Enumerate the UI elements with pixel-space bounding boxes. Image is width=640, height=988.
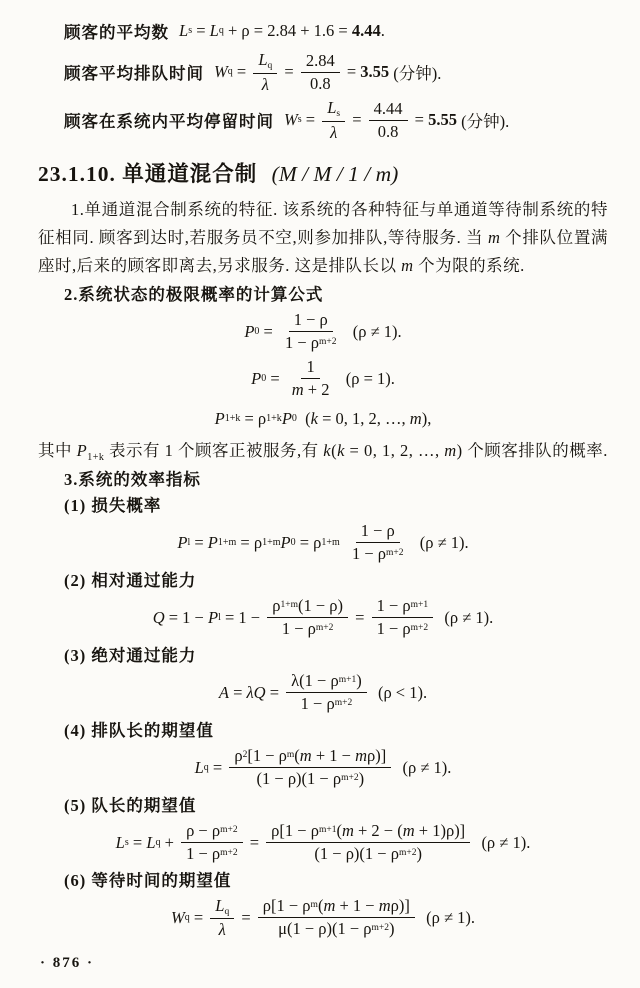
avg-customers-label: 顾客的平均数 [64, 23, 169, 42]
math-text: = 0, 1, 2, …, [317, 408, 410, 428]
math-text: (1 − ρ)(1 − ρ [314, 844, 399, 864]
math-sup: m+1 [318, 825, 337, 836]
math-text: = ρ [236, 532, 263, 552]
math-text: = [301, 110, 320, 130]
math-text: L [146, 832, 156, 852]
math-text: = [208, 757, 227, 777]
math-text: 5.55 [428, 110, 457, 130]
math-text: + ρ = 2.84 + 1.6 = [223, 21, 352, 40]
math-text: 0.8 [309, 73, 331, 93]
math-text: ρ[1 − ρ [271, 821, 319, 841]
item-4-label: (4) 排队长的期望值 [64, 720, 214, 740]
math-text: m [299, 746, 312, 766]
math-sup: m+2 [334, 698, 353, 709]
math-sup: m+2 [319, 337, 337, 348]
math-text: ) 个顾客排队的概率. [456, 440, 608, 460]
math-text: ) [356, 671, 362, 691]
math-sub: q [184, 911, 190, 923]
item-1-label: (1) 损失概率 [64, 495, 162, 515]
math-text: P [280, 532, 291, 552]
math-text: λ [218, 920, 226, 940]
formula-waiting-time-expectation [38, 896, 608, 940]
math-text: = ρ [240, 408, 267, 428]
math-text: = 1 − [220, 607, 265, 627]
math-text: 个排队位置满座时,后来的顾客即离去,另求服务. 这是排队长以 [38, 227, 609, 275]
math-text: = [192, 21, 210, 40]
math-text: + 1)ρ)] [414, 821, 466, 841]
math-text: = 0, 1, 2, …, [344, 440, 445, 460]
fraction [347, 521, 409, 564]
math-text: / 1 / [331, 161, 376, 186]
item-2-label: (2) 相对通过能力 [64, 570, 197, 590]
math-sup: m+1 [338, 675, 357, 686]
math-text: ρ[1 − ρ [262, 896, 311, 916]
math-text: = [265, 682, 284, 702]
math-text: = [237, 907, 255, 927]
avg-customers-line [38, 16, 608, 46]
formula-queue-length-expectation [38, 746, 608, 790]
math-sub: 0 [291, 412, 297, 424]
math-text: (1 − ρ)(1 − ρ [256, 769, 342, 789]
math-text [340, 533, 344, 553]
math-text: m [323, 896, 336, 916]
formula-avg-sojourn-time [284, 98, 509, 142]
math-sub: s [188, 25, 193, 36]
math-text: (ρ ≠ 1). [417, 907, 476, 927]
math-text: . [380, 21, 385, 40]
math-text: m [401, 255, 414, 275]
math-sub: 0 [290, 536, 296, 548]
math-sub: s [297, 114, 302, 126]
math-sub: q [218, 25, 224, 36]
math-text: = [245, 832, 264, 852]
math-text: = [190, 532, 208, 552]
math-sub: 0 [254, 325, 260, 337]
math-text: P [207, 532, 218, 552]
math-text: 1 − ρ [284, 333, 320, 353]
math-text: + 1 − [335, 896, 379, 916]
fraction [258, 896, 415, 939]
math-text: m [341, 821, 354, 841]
math-text: Q [152, 607, 165, 627]
math-text: = [232, 62, 251, 82]
section-heading [38, 157, 608, 188]
math-text: 表示有 1 个顾客正被服务,有 [104, 440, 324, 460]
fraction [322, 98, 345, 142]
para-system-features [38, 196, 608, 280]
math-text: (ρ ≠ 1). [394, 757, 452, 777]
math-text: P [214, 408, 225, 428]
formula-p0-rho-eq-1 [38, 357, 608, 401]
math-text: 4.44 [373, 99, 403, 119]
math-sup: m+1 [410, 600, 429, 611]
math-text: ( [336, 821, 342, 841]
math-text: ( [331, 440, 338, 460]
math-sub: q [227, 66, 233, 78]
math-sup: 1+m [321, 536, 340, 548]
math-sub: q [224, 906, 230, 917]
sec2-title: 2.系统状态的极限概率的计算公式 [64, 284, 324, 304]
math-text: ρ − ρ [186, 821, 221, 841]
math-text: = [410, 110, 429, 130]
math-text: L [115, 832, 125, 852]
math-text: ρ [272, 596, 281, 616]
math-text: 1 [306, 357, 315, 377]
math-text: (ρ = 1). [337, 368, 395, 388]
fraction [287, 357, 335, 400]
math-text: = [259, 321, 277, 341]
math-text: 1 − ρ [351, 544, 386, 564]
math-text: (分钟). [389, 64, 442, 84]
formula-avg-queue-time [214, 50, 441, 94]
math-text: 1 − ρ [293, 310, 328, 330]
math-sub: q [203, 761, 209, 773]
math-text: ρ [234, 746, 243, 766]
math-sup: 1+m [262, 536, 281, 548]
math-text: k [337, 440, 345, 460]
math-text: (ρ ≠ 1). [473, 832, 531, 852]
formula-avg-customers [179, 21, 385, 41]
fraction [253, 50, 277, 94]
math-text: = [342, 62, 361, 82]
math-text: 1.单通道混合制系统的特征. 该系统的各种特征与单通道等待制系统的特征相同. 顾客到达时,若服务员不空,则参加排队,等待服务. 当 [38, 199, 608, 247]
math-sup: m+2 [220, 848, 238, 859]
math-text: (ρ ≠ 1). [344, 321, 402, 341]
math-text: L [179, 21, 189, 40]
math-text: (ρ < 1). [369, 682, 428, 702]
math-text: L [215, 895, 225, 915]
formula-relative-capacity [38, 596, 608, 640]
math-sup: 1+m [280, 600, 298, 611]
math-text: + 2 − ( [353, 821, 403, 841]
math-text: = ρ [295, 532, 322, 552]
math-text: M [313, 161, 332, 186]
math-sub: 0 [261, 372, 267, 384]
formula-loss-probability [38, 521, 608, 565]
math-text: 2.84 [305, 50, 335, 70]
math-sub: l [187, 536, 191, 548]
math-text: L [194, 757, 204, 777]
math-text: m [355, 746, 367, 766]
math-text: μ(1 − ρ)(1 − ρ [278, 919, 372, 939]
math-sub: s [336, 109, 341, 120]
avg-queue-time-line [38, 50, 608, 94]
math-text: ( [294, 746, 300, 766]
math-text: M [278, 161, 297, 186]
math-sup: m+2 [315, 623, 334, 634]
math-text: W [284, 110, 298, 130]
math-text: (1 − ρ) [297, 596, 344, 616]
fraction [286, 671, 367, 714]
math-text: m [409, 408, 422, 428]
page-number: · 876 · [40, 955, 95, 971]
math-sup: m+2 [398, 848, 417, 859]
math-text: ( [271, 161, 279, 186]
math-text: m [402, 821, 415, 841]
math-text: L [209, 21, 219, 40]
math-text: P [251, 368, 262, 388]
math-text: ), [421, 408, 432, 428]
fraction [301, 51, 340, 94]
math-sup: m+2 [410, 623, 429, 634]
math-text: 1 − ρ [186, 844, 221, 864]
formula-p0-rho-ne-1 [38, 310, 608, 354]
math-text: = [189, 907, 208, 927]
avg-queue-time-label: 顾客平均排队时间 [64, 64, 204, 84]
math-text: 1 − ρ [281, 619, 316, 639]
math-sup: m+2 [220, 825, 238, 836]
math-text: P [281, 408, 292, 428]
item-3-label: (3) 绝对通过能力 [64, 645, 197, 665]
math-text: = [351, 607, 369, 627]
fraction [267, 596, 348, 639]
math-sub: l [218, 611, 221, 623]
math-text: ) [391, 161, 399, 186]
math-text: 4.44 [351, 21, 381, 40]
fraction [229, 746, 391, 789]
section-title: 单通道混合制 [122, 161, 258, 186]
math-text: m [487, 227, 501, 247]
math-sup: m+2 [341, 773, 359, 784]
avg-sojourn-time-line [38, 98, 608, 142]
math-sub: 1+k [87, 451, 105, 463]
section-heading-math [272, 162, 399, 186]
math-text: + 1 − [311, 746, 356, 766]
fraction [280, 310, 342, 353]
math-text: + [160, 832, 179, 852]
math-text: L [258, 50, 268, 69]
math-sub: s [124, 836, 129, 848]
math-text: k [310, 408, 318, 428]
math-text: λ [261, 74, 269, 94]
math-text: ) [358, 769, 365, 789]
math-text: + 2 [303, 380, 330, 400]
math-sup: m+2 [386, 548, 404, 559]
math-text: [1 − ρ [247, 746, 287, 766]
math-text: = [128, 832, 147, 852]
math-text: P [244, 321, 255, 341]
math-text: A [218, 682, 229, 702]
fraction [369, 99, 408, 142]
math-text: (分钟). [456, 112, 510, 132]
fraction [372, 596, 434, 639]
math-text: = [266, 368, 284, 388]
math-text: P [208, 607, 219, 627]
avg-sojourn-time-label: 顾客在系统内平均停留时间 [64, 112, 274, 132]
math-text: λ [330, 122, 338, 142]
section-number: 23.1.10. [38, 161, 116, 186]
math-text: 个为限的系统. [413, 255, 525, 275]
math-text: λQ [246, 682, 266, 702]
math-text: m [291, 380, 304, 400]
math-text: ) [416, 844, 422, 864]
math-text: 1 − ρ [300, 694, 335, 714]
math-sub: q [155, 836, 161, 848]
math-sub: 1+k [224, 412, 241, 424]
math-sup: 2 [242, 750, 248, 761]
formula-system-length-expectation [38, 821, 608, 865]
math-sup: m [310, 900, 318, 911]
math-text: ( [317, 896, 324, 916]
math-text: W [214, 62, 228, 82]
math-text: P [177, 532, 188, 552]
sec3-title: 3.系统的效率指标 [64, 469, 201, 489]
math-text: L [327, 98, 337, 118]
math-text: ρ)] [390, 896, 410, 916]
math-text: ) [389, 919, 395, 939]
math-text: 1 − ρ [376, 619, 411, 639]
formula-absolute-capacity [38, 671, 608, 715]
math-text: k [323, 440, 332, 460]
para-p1k-explanation [38, 437, 608, 465]
fraction [181, 821, 243, 864]
item-6-label: (6) 等待时间的期望值 [64, 870, 232, 890]
math-text: / [296, 161, 314, 186]
math-text: m [378, 896, 391, 916]
math-text: m [444, 440, 457, 460]
math-text: λ(1 − ρ [291, 671, 339, 691]
math-text: P [76, 440, 88, 460]
math-text: = [280, 62, 298, 82]
formula-p1k [38, 404, 608, 434]
item-5-label: (5) 队长的期望值 [64, 795, 197, 815]
math-sub: 1+m [217, 536, 237, 548]
math-text: ( [296, 408, 311, 428]
math-text: (ρ ≠ 1). [436, 607, 494, 627]
math-text: (ρ ≠ 1). [411, 532, 469, 552]
math-text: 0.8 [377, 121, 399, 141]
math-text: 其中 [38, 440, 77, 460]
fraction [266, 821, 470, 864]
fraction [210, 896, 234, 940]
math-text: m [375, 161, 392, 186]
math-text: 1 − ρ [360, 521, 395, 541]
math-text: ρ)] [367, 746, 387, 766]
math-text: = 1 − [164, 607, 208, 627]
math-text: = [228, 682, 247, 702]
math-sup: m [286, 750, 295, 761]
math-sub: q [267, 61, 273, 71]
math-sup: m+2 [371, 923, 390, 934]
math-text: = [348, 110, 366, 130]
math-text: W [170, 907, 185, 927]
math-sup: 1+k [266, 412, 282, 424]
math-text: 3.55 [360, 62, 390, 82]
math-text: 1 − ρ [376, 596, 411, 616]
